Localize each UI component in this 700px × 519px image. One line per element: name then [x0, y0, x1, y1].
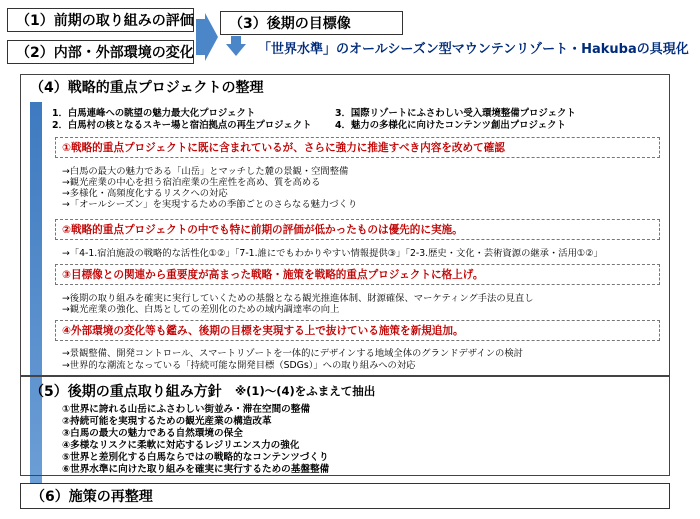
down-arrow-icon [226, 36, 246, 56]
point-4-item: →景観整備、開発コントロール、スマートリゾートを一体的にデザインする地域全体のグランドデザインの検討 [62, 348, 523, 359]
point-1-item: →多様化・高頻度化するリスクへの対応 [62, 188, 228, 199]
box-prior-evaluation [7, 8, 194, 32]
project-item: 1．白馬連峰への眺望の魅力最大化プロジェクト [52, 108, 256, 119]
point-3-item: →後期の取り組みを確実に実行していくための基盤となる観光推進体制、財源確保、マーケティング手法の見直し [62, 293, 534, 304]
goal-text: 「世界水準」のオールシーズン型マウンテンリゾート・Hakubaの具現化 [258, 42, 689, 57]
project-item: 3．国際リゾートにふさわしい受入環境整備プロジェクト [335, 108, 576, 119]
right-arrow-icon [196, 13, 218, 61]
point-3-heading [55, 264, 660, 285]
point-4-heading-text: ④外部環境の変化等も鑑み、後期の目標を実現する上で抜けている施策を新規追加。 [62, 325, 464, 337]
box-prior-evaluation-label: （1）前期の取り組みの評価 [16, 13, 194, 29]
policy-item: ②持続可能を実現するための観光産業の構造改革 [62, 416, 272, 427]
box-late-goal [220, 11, 403, 35]
policy-item: ①世界に誇れる山岳にふさわしい街並み・滞在空間の整備 [62, 404, 310, 415]
point-1-heading [55, 137, 660, 158]
point-2-item: →「4-1.宿泊施設の戦略的な活性化①②」「7-1.誰にでもわかりやすい情報提供③」「2-3.歴史・文化・芸術資源の継承・活用①②」 [62, 248, 603, 259]
point-4-heading [55, 320, 660, 341]
point-1-item: →観光産業の中心を担う宿泊産業の生産性を高め、質を高める [62, 177, 321, 188]
section-4-title-text: （4）戦略的重点プロジェクトの整理 [30, 79, 264, 96]
point-1-heading-text: ①戦略的重点プロジェクトに既に含まれているが、さらに強力に推進すべき内容を改めて確認 [62, 142, 505, 154]
box-environment-change-label: （2）内部・外部環境の変化 [16, 45, 194, 61]
policy-item: ④多様なリスクに柔軟に対応するレジリエンス力の強化 [62, 440, 300, 451]
project-item: 4．魅力の多様化に向けたコンテンツ創出プロジェクト [335, 120, 566, 131]
point-3-item: →観光産業の強化、白馬としての差別化のための域内調達率の向上 [62, 304, 340, 315]
section-6-title: （6）施策の再整理 [31, 489, 153, 505]
box-environment-change [7, 40, 194, 64]
section-5-title: （5）後期の重点取り組み方針 [30, 384, 222, 400]
policy-item: ⑤世界と差別化する白馬ならではの戦略的なコンテンツづくり [62, 452, 329, 463]
project-item: 2．白馬村の核となるスキー場と宿泊拠点の再生プロジェクト [52, 120, 312, 131]
point-3-heading-text: ③目標像との関連から重要度が高まった戦略・施策を戦略的重点プロジェクトに格上げ。 [62, 269, 484, 281]
point-2-heading [55, 219, 660, 240]
section-4-title [20, 74, 670, 99]
point-1-item: →白馬の最大の魅力である「山岳」とマッチした麓の景観・空間整備 [62, 166, 349, 177]
section-5-note: ※(1)～(4)をふまえて抽出 [235, 384, 376, 398]
point-1-item: →「オールシーズン」を実現するための季節ごとのさらなる魅力づくり [62, 199, 358, 210]
section-6-box [20, 483, 670, 509]
point-2-heading-text: ②戦略的重点プロジェクトの中でも特に前期の評価が低かったものは優先的に実施。 [62, 224, 463, 236]
point-4-item: →世界的な潮流となっている「持続可能な開発目標（SDGs）」への取り組みへの対応 [62, 360, 416, 371]
policy-item: ③白馬の最大の魅力である自然環境の保全 [62, 428, 243, 439]
policy-item: ⑥世界水準に向けた取り組みを確実に実行するための基盤整備 [62, 464, 330, 475]
box-late-goal-label: （3）後期の目標像 [229, 16, 351, 32]
